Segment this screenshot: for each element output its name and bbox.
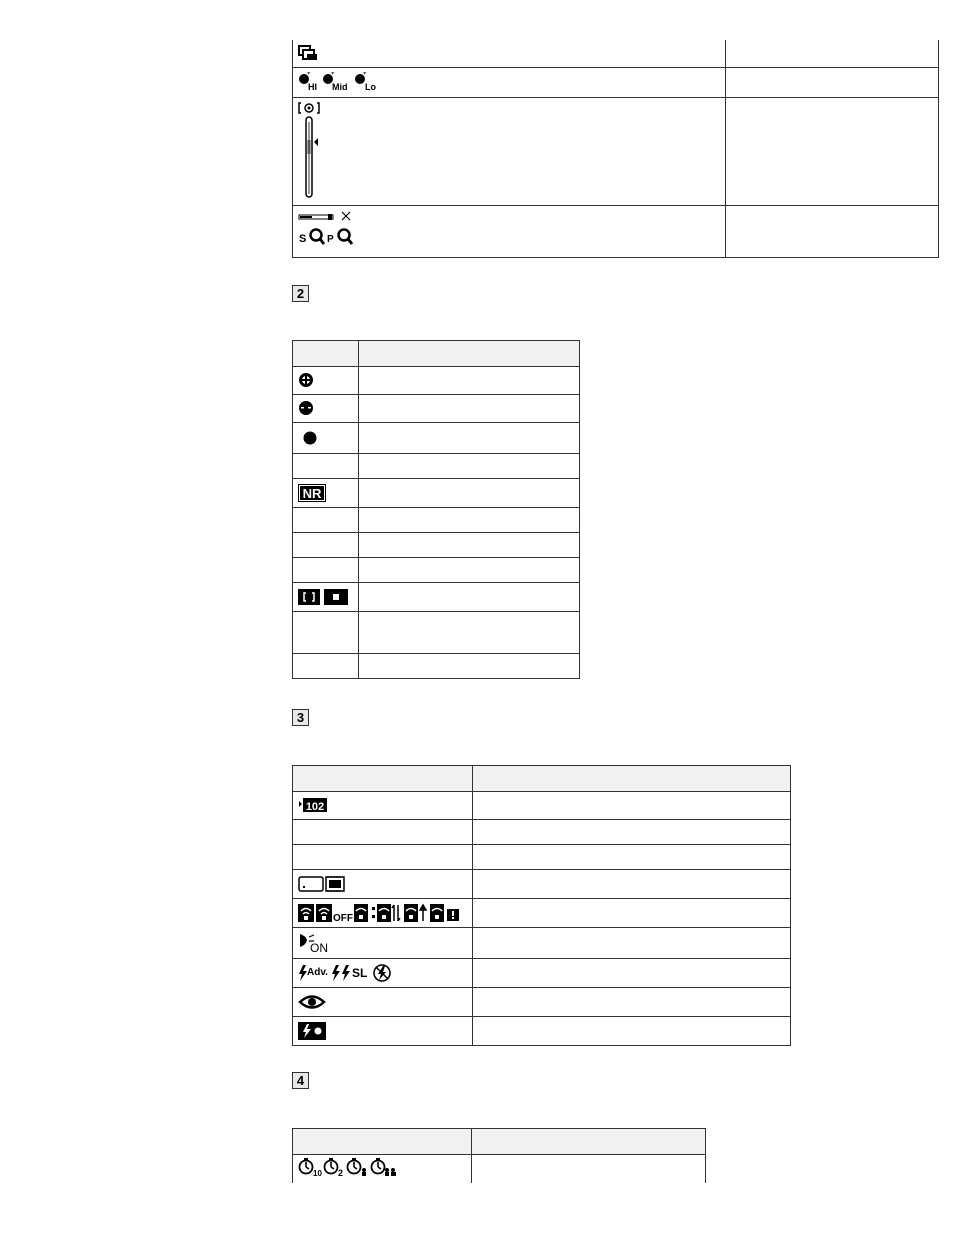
table-cell — [359, 558, 580, 583]
table-cell — [293, 454, 359, 479]
table-4 — [292, 1128, 706, 1183]
table-cell — [359, 479, 580, 508]
table-cell — [293, 67, 726, 97]
table-cell — [293, 40, 726, 67]
table-row — [293, 988, 791, 1017]
table-cell — [293, 423, 359, 454]
table-row — [293, 367, 580, 395]
table-row — [293, 899, 791, 928]
s-label: S — [299, 233, 307, 245]
p-label: P — [327, 234, 334, 245]
table-cell — [293, 508, 359, 533]
table-cell — [293, 612, 359, 654]
table-cell — [293, 899, 473, 928]
table-row — [293, 654, 580, 679]
table-cell — [359, 533, 580, 558]
table-cell — [473, 988, 791, 1017]
table-cell — [293, 845, 473, 870]
table-row — [293, 1155, 706, 1183]
table-cell — [293, 583, 359, 612]
table-row — [293, 395, 580, 423]
table-row — [293, 845, 791, 870]
table-header-row — [293, 1129, 706, 1155]
self-timer-icon — [298, 1157, 402, 1177]
table-cell — [293, 558, 359, 583]
multi-metering-icon — [298, 431, 317, 445]
table-cell — [359, 583, 580, 612]
folder-number-icon — [298, 797, 328, 813]
table-cell — [293, 533, 359, 558]
flash-mode-icon — [298, 963, 394, 983]
table-cell — [473, 792, 791, 820]
on-label: ON — [310, 941, 328, 953]
table-cell — [473, 845, 791, 870]
table-header-cell — [293, 341, 359, 367]
table-header-cell — [293, 766, 473, 792]
section-number-2: 2 — [292, 285, 309, 302]
svg-text:+: + — [363, 72, 367, 77]
table-row — [293, 870, 791, 899]
table-cell — [293, 367, 359, 395]
table-header-row — [293, 341, 580, 367]
folder-number-label: 102 — [305, 801, 325, 814]
table-cell — [726, 40, 939, 67]
table-cell — [293, 792, 473, 820]
table-cell — [293, 870, 473, 899]
table-cell — [473, 928, 791, 959]
table-cell — [726, 67, 939, 97]
wifi-status-icon — [298, 903, 470, 923]
table-row — [293, 205, 939, 257]
zoom-type-icon — [298, 211, 725, 251]
zoom-scale-icon — [298, 102, 328, 198]
table-cell — [293, 959, 473, 988]
sl-label: SL — [352, 966, 368, 980]
table-header-cell — [293, 1129, 472, 1155]
table-cell — [293, 395, 359, 423]
table-header-row — [293, 766, 791, 792]
table-cell — [293, 479, 359, 508]
table-3 — [292, 765, 791, 1046]
table-header-cell — [359, 341, 580, 367]
table-row — [293, 959, 791, 988]
center-metering-icon — [298, 400, 314, 416]
table-cell — [359, 423, 580, 454]
table-row — [293, 479, 580, 508]
table-cell — [473, 820, 791, 845]
table-row — [293, 454, 580, 479]
table-row — [293, 67, 939, 97]
table-cell — [726, 205, 939, 257]
table-cell — [359, 395, 580, 423]
off-label: OFF — [333, 913, 353, 923]
table-cell — [473, 899, 791, 928]
table-cell — [293, 1017, 473, 1046]
noise-reduction-icon — [298, 484, 326, 502]
table-cell — [359, 612, 580, 654]
timer-10-label: 10 — [313, 1169, 322, 1177]
table-header-cell — [472, 1129, 706, 1155]
table-1 — [292, 40, 939, 258]
section-number-4: 4 — [292, 1072, 309, 1089]
lo-label: Lo — [365, 82, 376, 92]
table-row — [293, 820, 791, 845]
red-eye-icon — [298, 993, 326, 1011]
table-row — [293, 533, 580, 558]
light-on-icon — [298, 933, 338, 953]
table-cell — [359, 454, 580, 479]
focus-area-icon — [298, 589, 348, 605]
table-cell — [293, 654, 359, 679]
memory-card-icon — [298, 875, 346, 893]
table-row — [293, 1017, 791, 1046]
table-cell — [293, 988, 473, 1017]
table-row — [293, 928, 791, 959]
table-cell — [359, 508, 580, 533]
table-cell — [473, 870, 791, 899]
table-cell — [293, 1155, 472, 1183]
section-number-3: 3 — [292, 709, 309, 726]
table-cell — [726, 97, 939, 205]
table-cell — [293, 205, 726, 257]
continuous-shooting-icon — [298, 45, 318, 61]
face-detection-hi-mid-lo-icon — [298, 72, 382, 92]
table-cell — [473, 959, 791, 988]
table-row — [293, 558, 580, 583]
table-cell — [472, 1155, 706, 1183]
table-cell — [359, 367, 580, 395]
table-header-cell — [473, 766, 791, 792]
svg-text:+: + — [331, 72, 335, 77]
adv-label: Adv. — [307, 967, 328, 978]
table-row — [293, 40, 939, 67]
svg-text:+: + — [307, 72, 311, 77]
table-row — [293, 612, 580, 654]
table-row — [293, 583, 580, 612]
spot-metering-icon — [298, 372, 314, 388]
table-2 — [292, 340, 580, 679]
table-cell — [293, 97, 726, 205]
flash-charge-icon — [298, 1022, 326, 1040]
nr-label: NR — [302, 485, 322, 501]
table-cell — [473, 1017, 791, 1046]
table-cell — [293, 928, 473, 959]
table-row — [293, 792, 791, 820]
mid-label: Mid — [332, 82, 348, 92]
timer-2-label: 2 — [338, 1168, 344, 1177]
table-row — [293, 508, 580, 533]
table-row — [293, 423, 580, 454]
table-cell — [359, 654, 580, 679]
table-row — [293, 97, 939, 205]
table-cell — [293, 820, 473, 845]
hi-label: HI — [308, 82, 317, 92]
